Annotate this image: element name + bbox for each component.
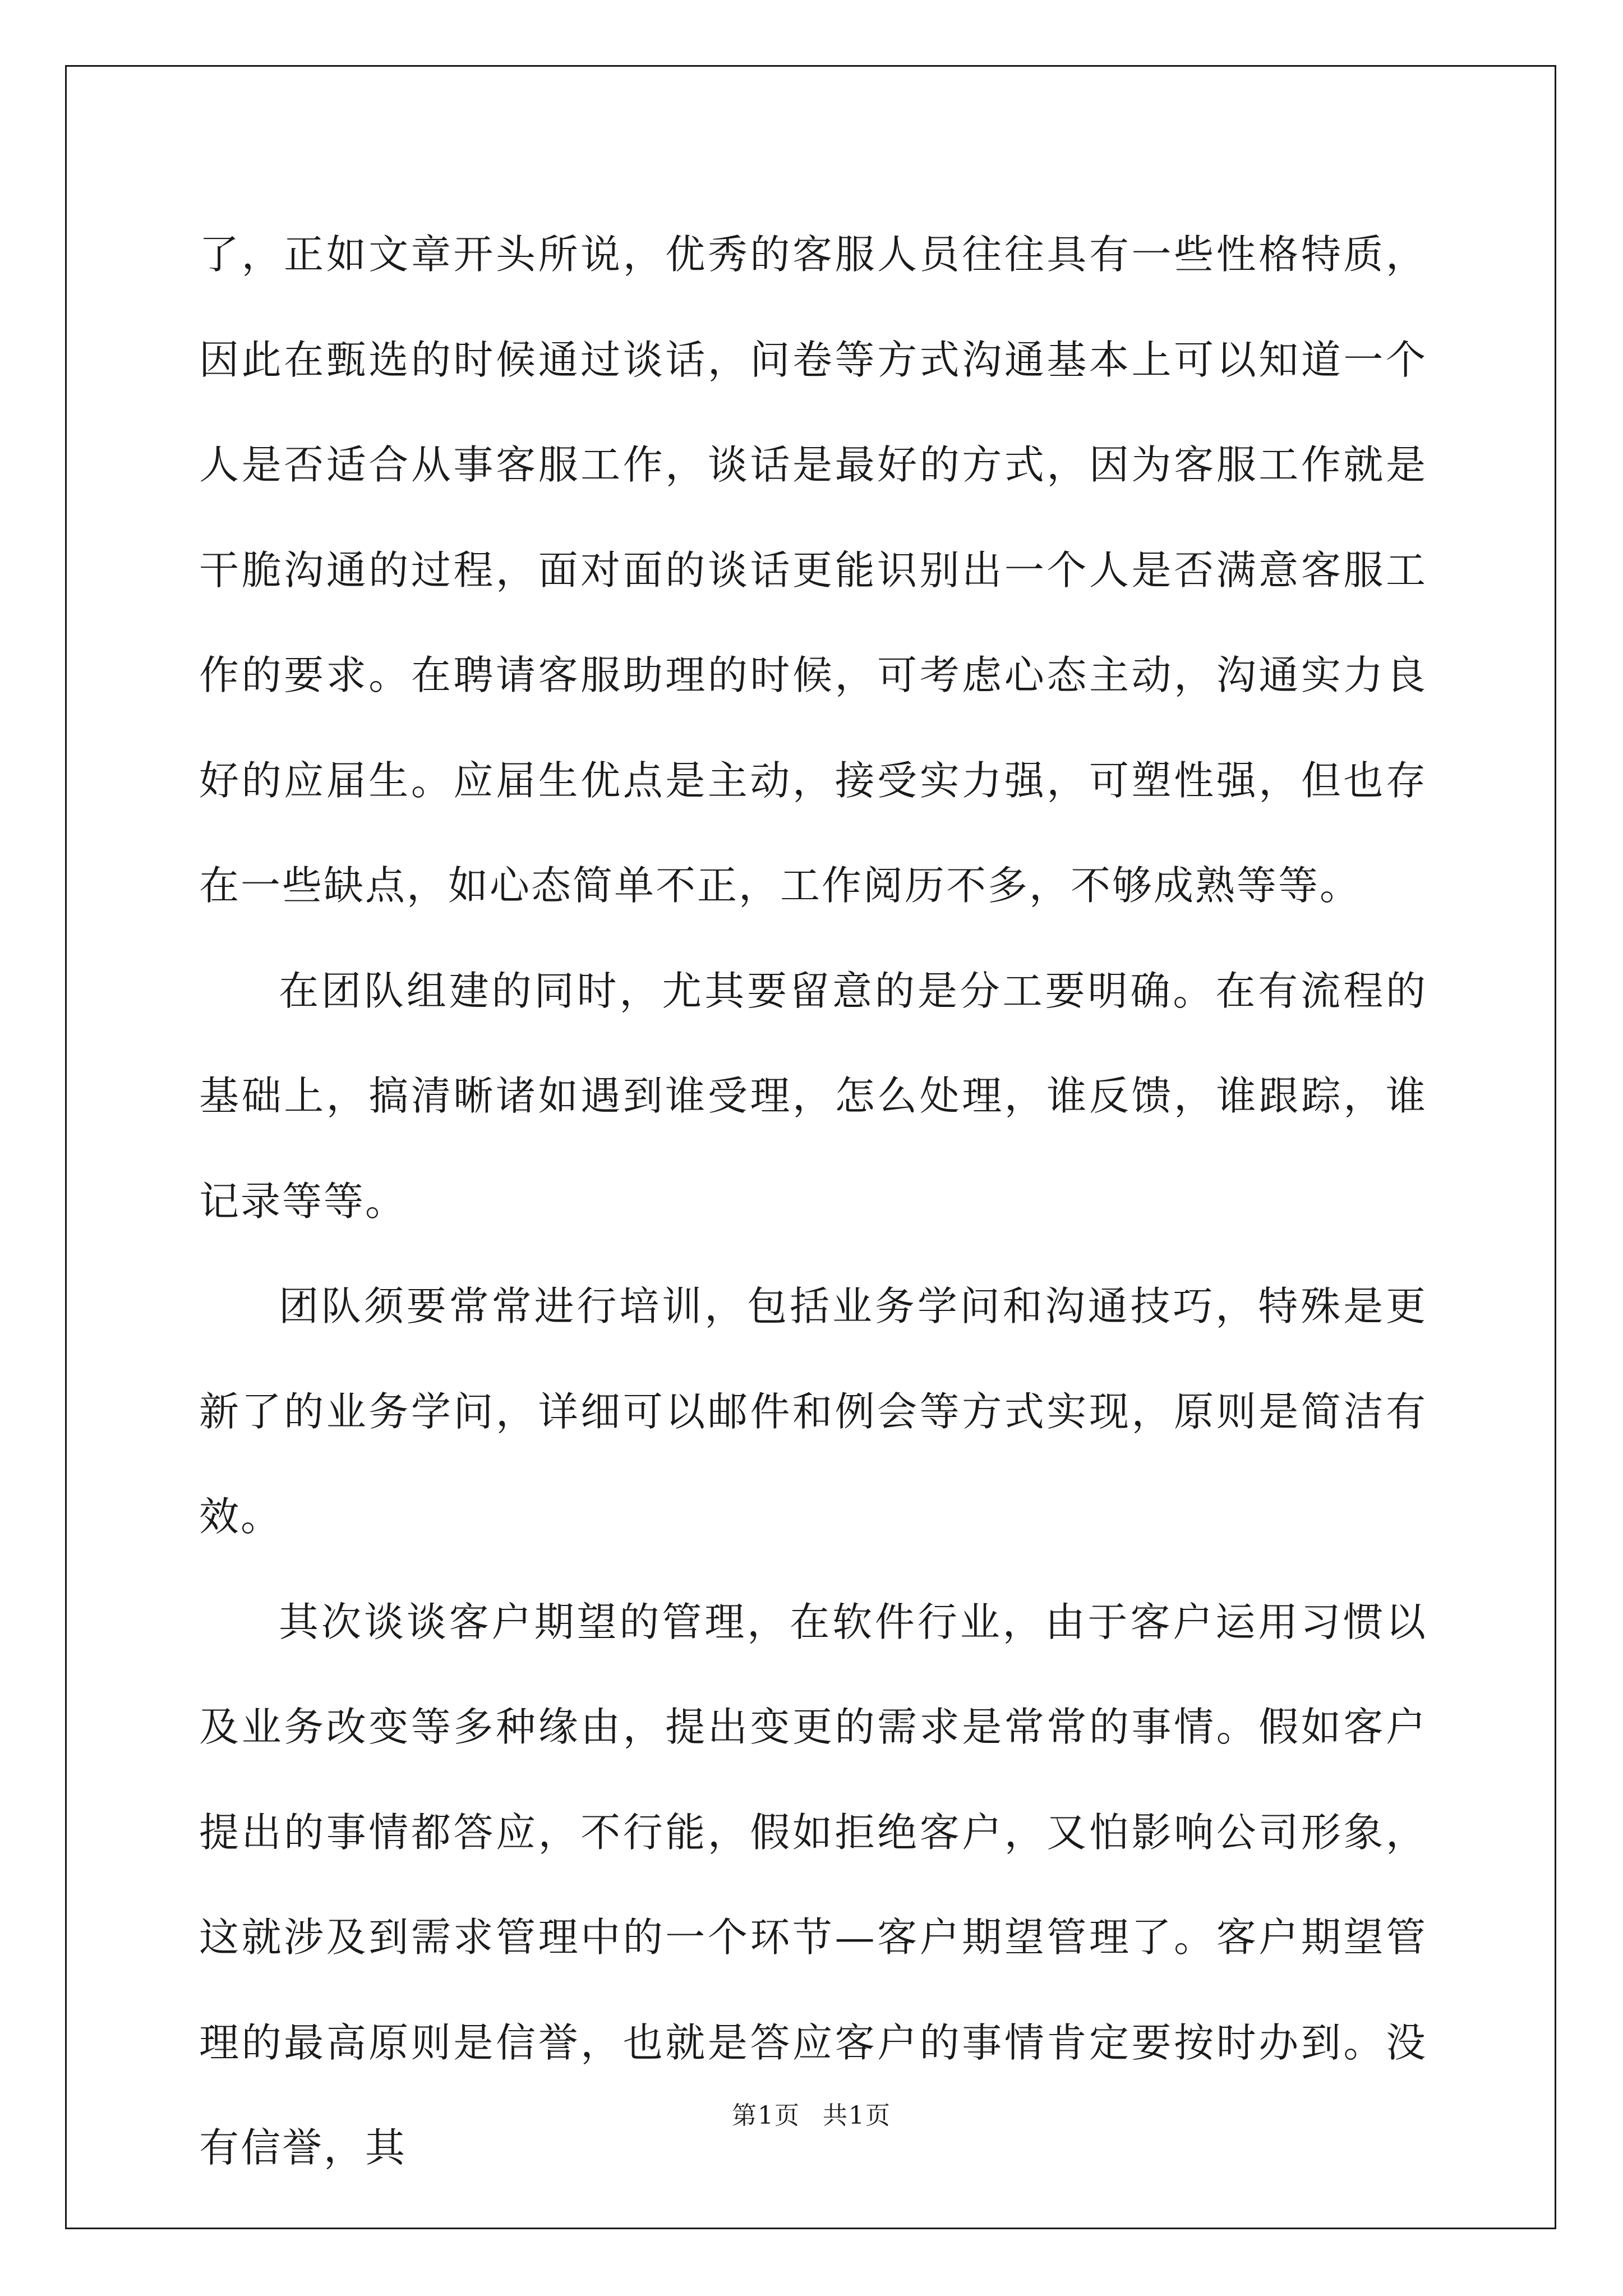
paragraph: 其次谈谈客户期望的管理，在软件行业，由于客户运用习惯以及业务改变等多种缘由，提出变更的需求是常常的事情。假如客户提出的事情都答应，不行能，假如拒绝客户，又怕影响公司形象，这就涉及到需求管理中的一个环节—客户期望管理了。客户期望管理的最高原则是信誉，也就是答应客户的事情肯定要按时办到。没有信誉，其 — [199, 1598, 1427, 2171]
page-number: 第1页 — [732, 2101, 800, 2130]
page-total: 共1页 — [823, 2101, 891, 2130]
page-footer — [0, 2095, 1623, 2131]
paragraph: 团队须要常常进行培训，包括业务学问和沟通技巧，特殊是更新了的业务学问，详细可以邮件和例会等方式实现，原则是简洁有效。 — [199, 1283, 1427, 1540]
paragraph: 在团队组建的同时，尤其要留意的是分工要明确。在有流程的基础上，搞清晰诸如遇到谁受理，怎么处理，谁反馈，谁跟踪，谁记录等等。 — [199, 967, 1427, 1225]
paragraph: 了，正如文章开头所说，优秀的客服人员往往具有一些性格特质，因此在甄选的时候通过谈话，问卷等方式沟通基本上可以知道一个人是否适合从事客服工作，谈话是最好的方式，因为客服工作就是干脆沟通的过程，面对面的谈话更能识别出一个人是否满意客服工作的要求。在聘请客服助理的时候，可考虑心态主动，沟通实力良好的应届生。应届生优点是主动，接受实力强，可塑性强，但也存在一些缺点，如心态简单不正，工作阅历不多，不够成熟等等。 — [199, 231, 1427, 909]
document-body — [199, 202, 1427, 2201]
